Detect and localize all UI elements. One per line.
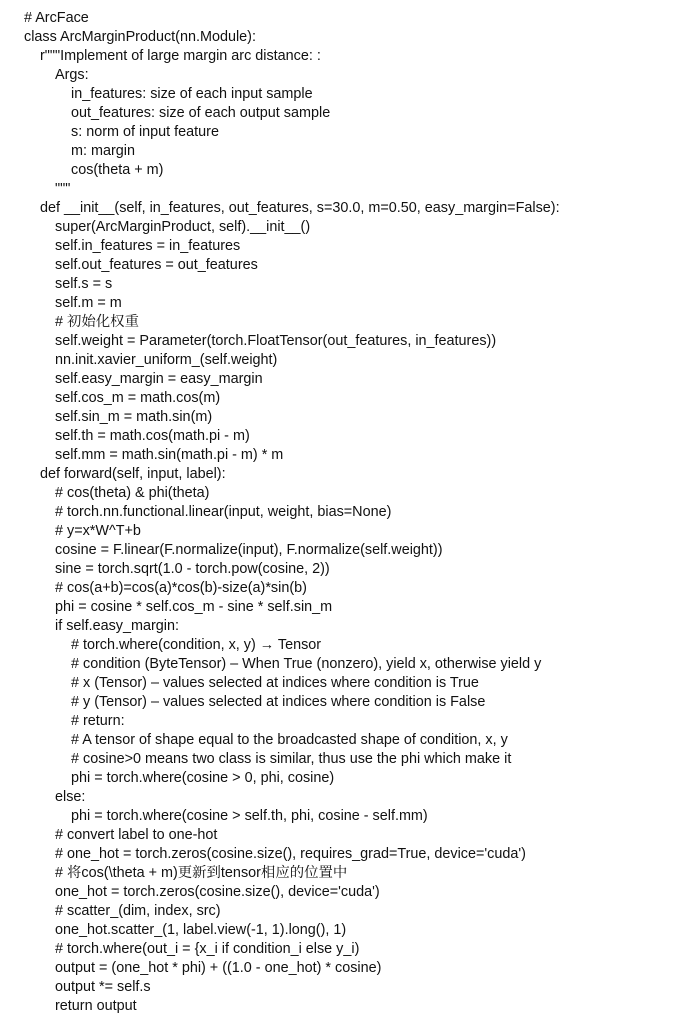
code-line: self.sin_m = math.sin(m) — [55, 409, 213, 425]
code-line: # 初始化权重 — [55, 314, 139, 330]
code-line: output *= self.s — [55, 979, 151, 995]
code-line: # y=x*W^T+b — [55, 523, 141, 539]
code-line: # torch.where(out_i = {x_i if condition_i else y_i) — [55, 941, 360, 957]
code-line: # 将cos(\theta + m)更新到tensor相应的位置中 — [55, 865, 348, 881]
code-line: output = (one_hot * phi) + ((1.0 - one_hot) * cosine) — [55, 960, 382, 976]
code-line: def __init__(self, in_features, out_features, s=30.0, m=0.50, easy_margin=False): — [40, 200, 560, 216]
code-line: return output — [55, 998, 137, 1014]
code-line: # y (Tensor) – values selected at indices where condition is False — [71, 694, 486, 710]
code-line: # condition (ByteTensor) – When True (nonzero), yield x, otherwise yield y — [71, 656, 542, 672]
code-line: phi = torch.where(cosine > 0, phi, cosine) — [71, 770, 335, 786]
code-line: self.th = math.cos(math.pi - m) — [55, 428, 250, 444]
code-line: # return: — [71, 713, 125, 729]
code-line: s: norm of input feature — [71, 124, 219, 140]
code-line: if self.easy_margin: — [55, 618, 179, 634]
code-line: # cos(a+b)=cos(a)*cos(b)-size(a)*sin(b) — [55, 580, 307, 596]
code-line: self.out_features = out_features — [55, 257, 258, 273]
code-line: self.cos_m = math.cos(m) — [55, 390, 221, 406]
code-line: cosine = F.linear(F.normalize(input), F.normalize(self.weight)) — [55, 542, 443, 558]
code-line: sine = torch.sqrt(1.0 - torch.pow(cosine, 2)) — [55, 561, 330, 577]
code-line: # ArcFace — [24, 10, 89, 26]
code-line: # one_hot = torch.zeros(cosine.size(), requires_grad=True, device='cuda') — [55, 846, 526, 862]
code-line: else: — [55, 789, 86, 805]
code-line: nn.init.xavier_uniform_(self.weight) — [55, 352, 278, 368]
code-line: super(ArcMarginProduct, self).__init__() — [55, 219, 311, 235]
code-line: self.m = m — [55, 295, 122, 311]
code-line: self.easy_margin = easy_margin — [55, 371, 263, 387]
code-line: in_features: size of each input sample — [71, 86, 313, 102]
code-line: Args: — [55, 67, 89, 83]
code-line: phi = torch.where(cosine > self.th, phi, cosine - self.mm) — [71, 808, 428, 824]
code-line: # cosine>0 means two class is similar, thus use the phi which make it — [71, 751, 512, 767]
code-line: def forward(self, input, label): — [40, 466, 226, 482]
code-line: r"""Implement of large margin arc distance: : — [40, 48, 321, 64]
code-line: cos(theta + m) — [71, 162, 164, 178]
code-line: phi = cosine * self.cos_m - sine * self.sin_m — [55, 599, 333, 615]
code-line: # cos(theta) & phi(theta) — [55, 485, 210, 501]
code-line: self.in_features = in_features — [55, 238, 241, 254]
code-line: m: margin — [71, 143, 135, 159]
code-line: out_features: size of each output sample — [71, 105, 331, 121]
code-line: # scatter_(dim, index, src) — [55, 903, 221, 919]
code-line: # convert label to one-hot — [55, 827, 218, 843]
code-line: self.weight = Parameter(torch.FloatTensor(out_features, in_features)) — [55, 333, 497, 349]
code-line: # A tensor of shape equal to the broadcasted shape of condition, x, y — [71, 732, 508, 748]
code-line: class ArcMarginProduct(nn.Module): — [24, 29, 256, 45]
code-line: self.mm = math.sin(math.pi - m) * m — [55, 447, 284, 463]
code-line: one_hot = torch.zeros(cosine.size(), device='cuda') — [55, 884, 380, 900]
code-line: # torch.nn.functional.linear(input, weight, bias=None) — [55, 504, 392, 520]
code-line: one_hot.scatter_(1, label.view(-1, 1).long(), 1) — [55, 922, 347, 938]
code-line: # x (Tensor) – values selected at indices where condition is True — [71, 675, 479, 691]
code-line: """ — [55, 181, 71, 197]
code-line: self.s = s — [55, 276, 113, 292]
code-listing — [24, 9, 560, 1016]
code-line: # torch.where(condition, x, y) → Tensor — [71, 637, 322, 653]
